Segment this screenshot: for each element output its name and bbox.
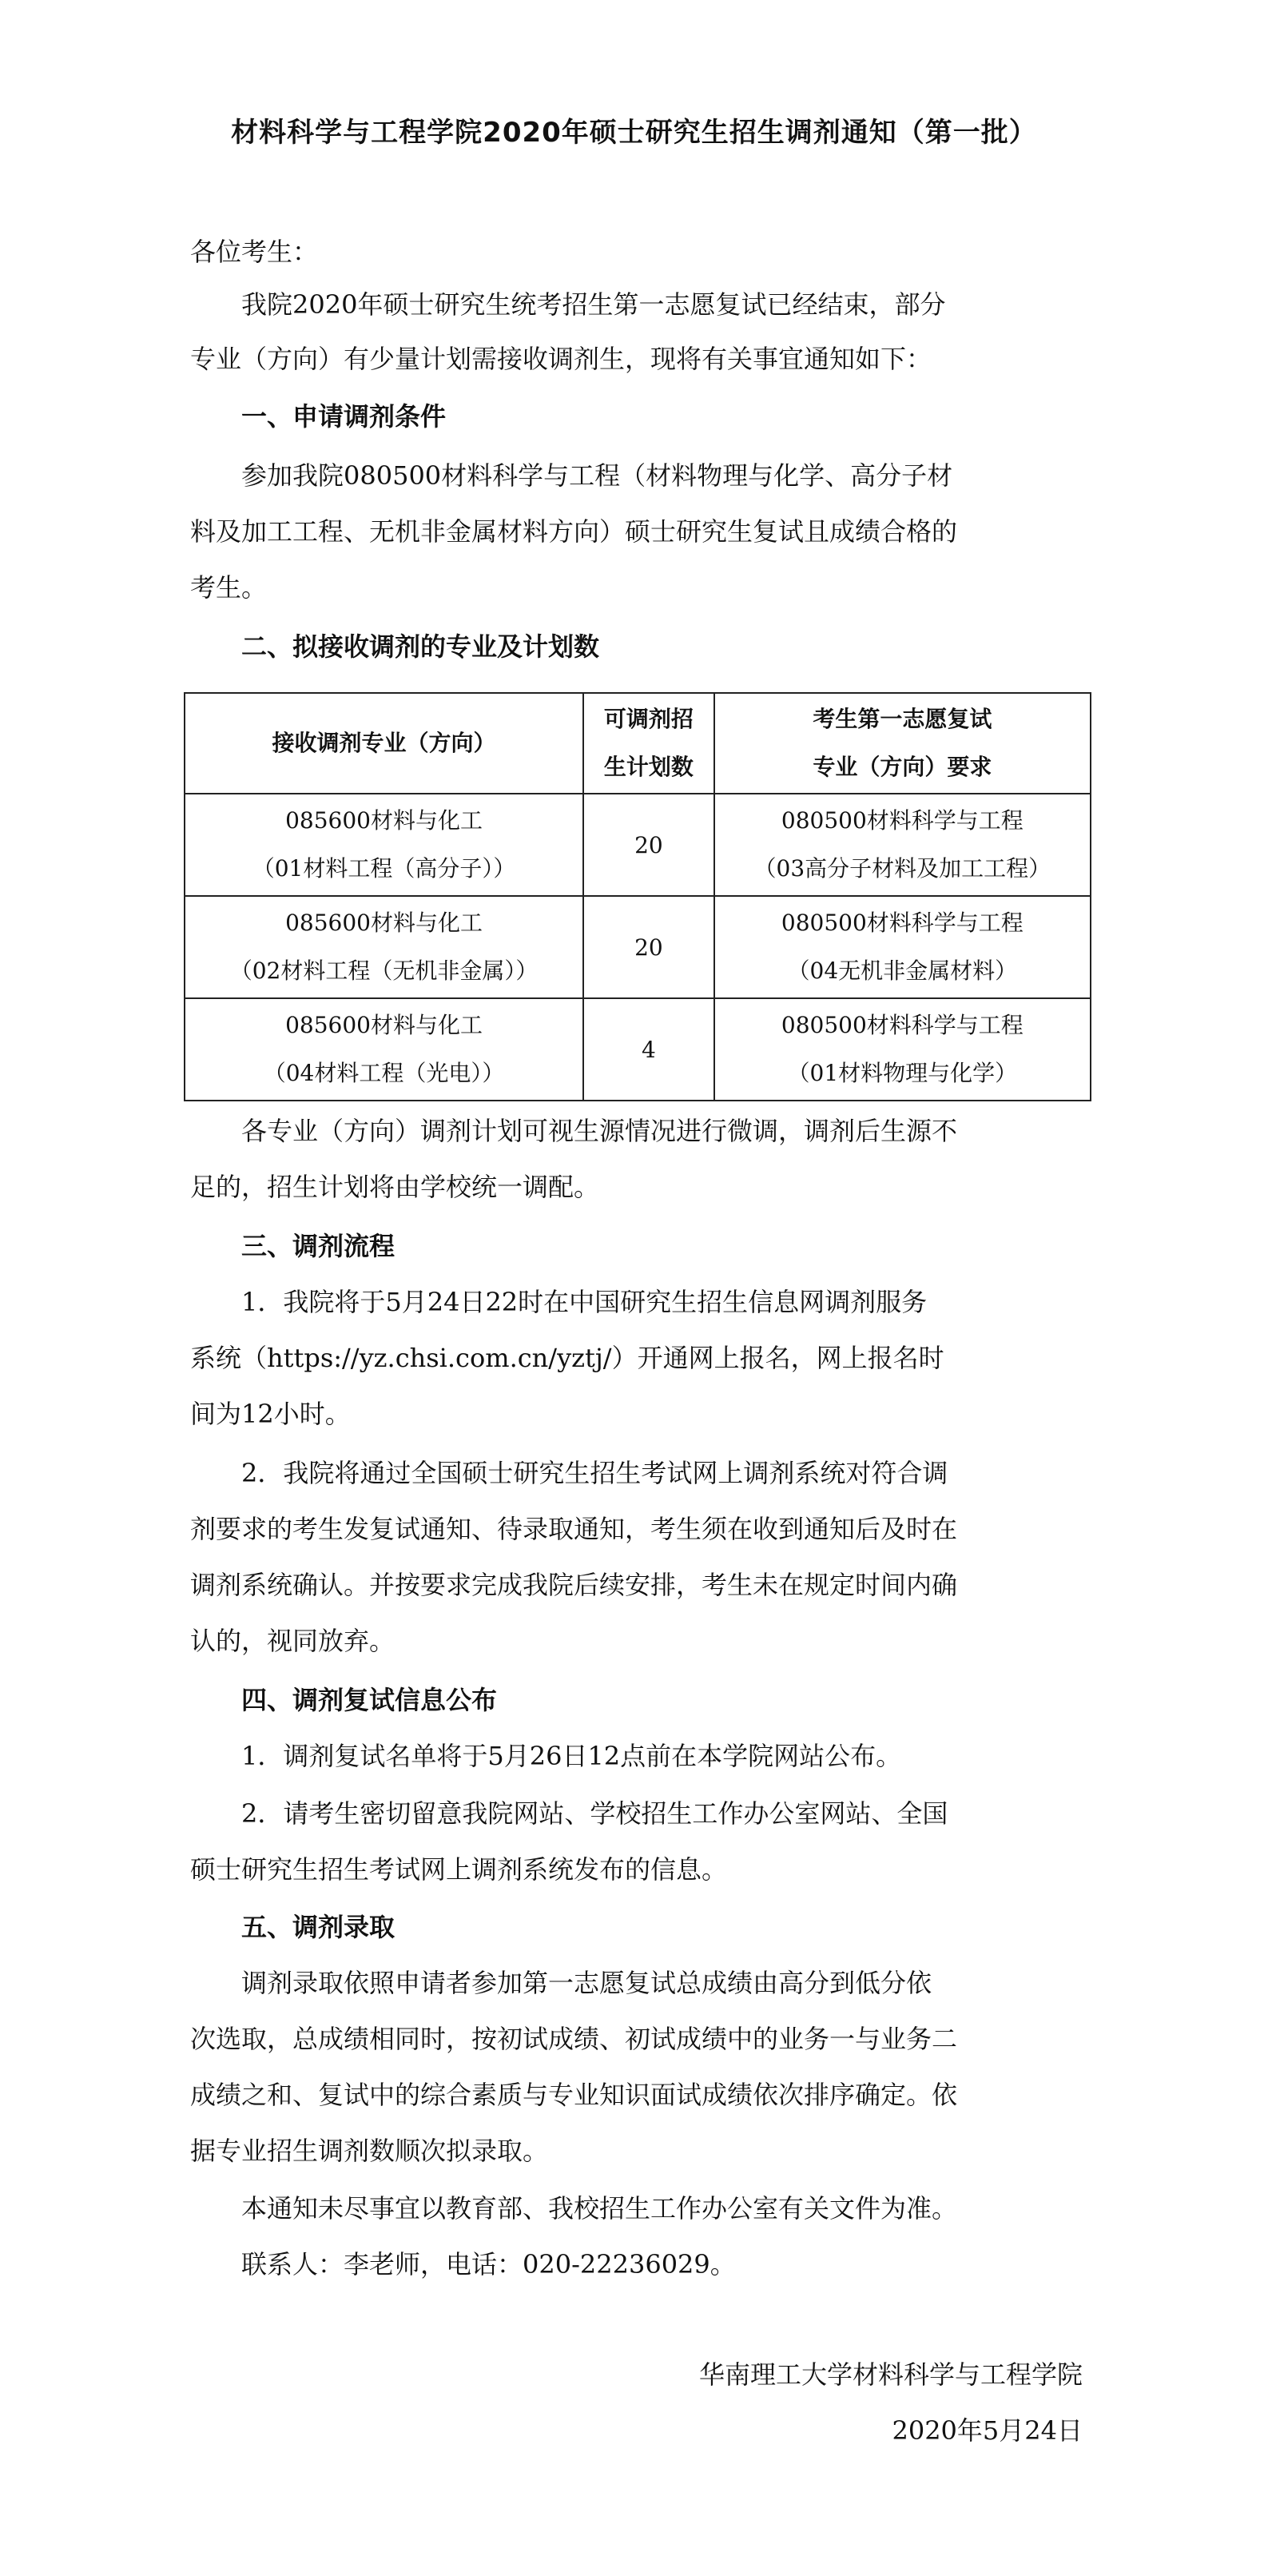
paragraph-line: 料及加工工程、无机非金属材料方向）硕士研究生复试且成绩合格的	[190, 516, 958, 547]
paragraph-line: 间为12小时。	[190, 1399, 351, 1429]
cell-requirement: 080500材料科学与工程 （04无机非金属材料）	[714, 896, 1091, 998]
section-heading-plan: 二、拟接收调剂的专业及计划数	[241, 631, 600, 662]
cell-count: 20	[583, 794, 714, 896]
intro-line: 我院2020年硕士研究生统考招生第一志愿复试已经结束，部分	[241, 289, 946, 320]
cell-count: 4	[583, 998, 714, 1101]
paragraph-line: 本通知未尽事宜以教育部、我校招生工作办公室有关文件为准。	[241, 2193, 958, 2224]
paragraph-line: 考生。	[190, 572, 268, 603]
section-heading-admission: 五、调剂录取	[241, 1912, 396, 1942]
section-heading-process: 三、调剂流程	[241, 1231, 396, 1261]
header-count: 可调剂招 生计划数	[583, 693, 714, 794]
header-requirement: 考生第一志愿复试 专业（方向）要求	[714, 693, 1091, 794]
section-heading-announce: 四、调剂复试信息公布	[241, 1685, 498, 1715]
cell-major: 085600材料与化工 （02材料工程（无机非金属））	[185, 896, 583, 998]
paragraph-line: 系统（https://yz.chsi.com.cn/yztj/）开通网上报名，网上报名时	[190, 1343, 944, 1373]
paragraph-line: 2．我院将通过全国硕士研究生招生考试网上调剂系统对符合调	[241, 1458, 948, 1488]
paragraph-line: 2．请考生密切留意我院网站、学校招生工作办公室网站、全国	[241, 1798, 948, 1829]
cell-major: 085600材料与化工 （01材料工程（高分子））	[185, 794, 583, 896]
paragraph-line: 次选取，总成绩相同时，按初试成绩、初试成绩中的业务一与业务二	[190, 2024, 958, 2054]
paragraph-line: 1．我院将于5月24日22时在中国研究生招生信息网调剂服务	[241, 1287, 928, 1317]
cell-major: 085600材料与化工 （04材料工程（光电））	[185, 998, 583, 1101]
plan-table	[184, 692, 1091, 1101]
paragraph-line: 各专业（方向）调剂计划可视生源情况进行微调，调剂后生源不	[241, 1116, 958, 1146]
paragraph-line: 硕士研究生招生考试网上调剂系统发布的信息。	[190, 1854, 728, 1885]
section-heading-conditions: 一、申请调剂条件	[241, 401, 447, 432]
cell-count: 20	[583, 896, 714, 998]
paragraph-line: 足的，招生计划将由学校统一调配。	[190, 1172, 600, 1202]
contact-line: 联系人：李老师，电话：020-22236029。	[241, 2249, 736, 2279]
paragraph-line: 剂要求的考生发复试通知、待录取通知，考生须在收到通知后及时在	[190, 1514, 958, 1544]
table-row	[185, 896, 1091, 998]
header-major: 接收调剂专业（方向）	[185, 693, 583, 794]
paragraph-line: 调剂系统确认。并按要求完成我院后续安排，考生未在规定时间内确	[190, 1570, 958, 1600]
paragraph-line: 认的，视同放弃。	[190, 1626, 396, 1656]
table-header-row	[185, 693, 1091, 794]
paragraph-line: 成绩之和、复试中的综合素质与专业知识面试成绩依次排序确定。依	[190, 2080, 958, 2110]
paragraph-line: 据专业招生调剂数顺次拟录取。	[190, 2136, 549, 2166]
table-row	[185, 998, 1091, 1101]
cell-requirement: 080500材料科学与工程 （03高分子材料及加工工程）	[714, 794, 1091, 896]
salutation: 各位考生：	[190, 237, 319, 267]
table-row	[185, 794, 1091, 896]
signature-org: 华南理工大学材料科学与工程学院	[698, 2359, 1083, 2390]
paragraph-line: 调剂录取依照申请者参加第一志愿复试总成绩由高分到低分依	[241, 1968, 932, 1998]
paragraph-line: 1．调剂复试名单将于5月26日12点前在本学院网站公布。	[241, 1741, 902, 1771]
signature-date: 2020年5月24日	[892, 2415, 1083, 2446]
intro-line: 专业（方向）有少量计划需接收调剂生，现将有关事宜通知如下：	[190, 344, 932, 374]
paragraph-line: 参加我院080500材料科学与工程（材料物理与化学、高分子材	[241, 460, 953, 491]
cell-requirement: 080500材料科学与工程 （01材料物理与化学）	[714, 998, 1091, 1101]
page-title: 材料科学与工程学院2020年硕士研究生招生调剂通知（第一批）	[231, 117, 1037, 149]
